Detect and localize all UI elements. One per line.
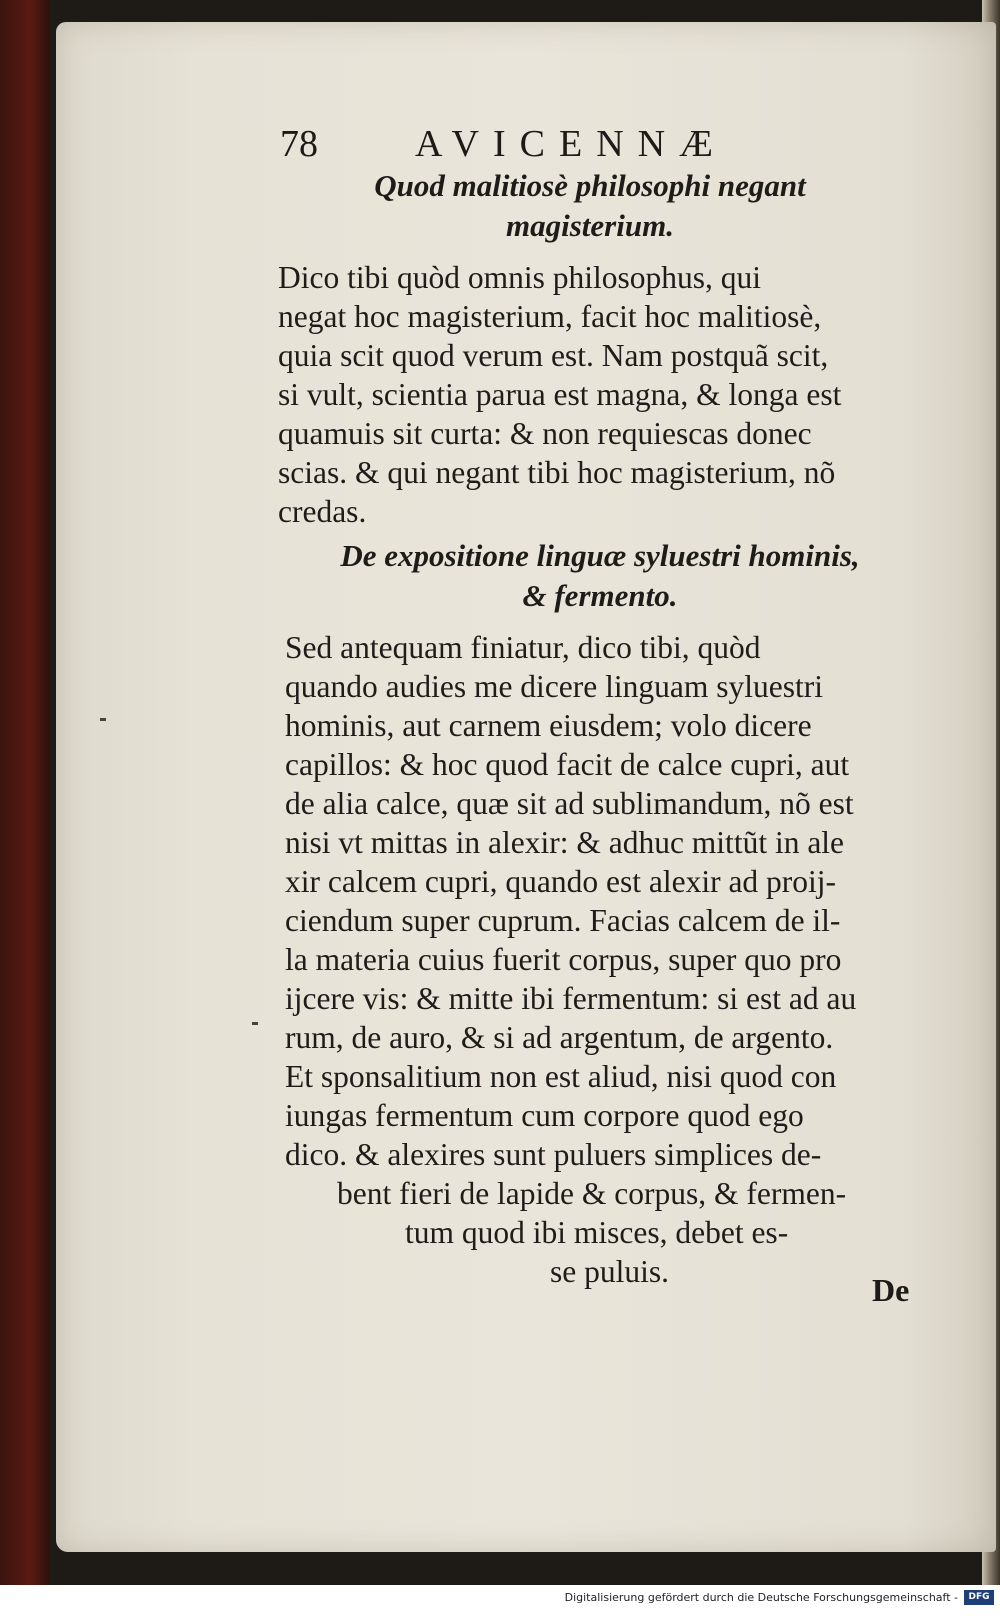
text-line: scias. & qui negant tibi hoc magisterium, nõ — [278, 455, 836, 490]
text-line: tum quod ibi misces, debet es- — [405, 1215, 789, 1250]
paragraph-1 — [278, 258, 918, 531]
text-line: ijcere vis: & mitte ibi fermentum: si est ad au — [285, 981, 857, 1016]
text-line: bent fieri de lapide & corpus, & fermen- — [337, 1176, 847, 1211]
text-line: ciendum super cuprum. Facias calcem de il- — [285, 903, 841, 938]
page-header — [280, 122, 800, 172]
text-line: rum, de auro, & si ad argentum, de argento. — [285, 1020, 834, 1055]
funding-credit: Digitalisierung gefördert durch die Deutsche Forschungsgemeinschaft - — [564, 1591, 958, 1604]
running-head: AVICENNÆ — [415, 123, 727, 165]
heading-line: De expositione linguæ syluestri hominis, — [340, 538, 860, 573]
section-heading-2 — [300, 536, 900, 616]
text-line: quia scit quod verum est. Nam postquã scit, — [278, 338, 829, 373]
text-line: de alia calce, quæ sit ad sublimandum, nõ est — [285, 786, 854, 821]
text-line: quamuis sit curta: & non requiescas donec — [278, 416, 812, 451]
heading-line: Quod malitiosè philosophi negant — [374, 168, 806, 203]
text-line: quando audies me dicere linguam syluestri — [285, 669, 823, 704]
text-line: credas. — [278, 494, 367, 529]
text-line: Dico tibi quòd omnis philosophus, qui — [278, 260, 762, 295]
text-line: si vult, scientia parua est magna, & longa est — [278, 377, 842, 412]
heading-line: magisterium. — [506, 208, 674, 243]
text-line: xir calcem cupri, quando est alexir ad proij- — [285, 864, 837, 899]
dfg-logo: DFG — [964, 1590, 994, 1605]
heading-line: & fermento. — [522, 578, 678, 613]
book-spine — [0, 0, 50, 1585]
text-line: iungas fermentum cum corpore quod ego — [285, 1098, 804, 1133]
text-line: capillos: & hoc quod facit de calce cupri, aut — [285, 747, 850, 782]
paragraph-2 — [285, 628, 925, 1291]
text-line: Et sponsalitium non est aliud, nisi quod con — [285, 1059, 837, 1094]
page-number: 78 — [280, 123, 318, 165]
text-line: dico. & alexires sunt puluers simplices de- — [285, 1137, 822, 1172]
text-line: negat hoc magisterium, facit hoc malitiosè, — [278, 299, 822, 334]
text-line: Sed antequam finiatur, dico tibi, quòd — [285, 630, 761, 665]
text-line: nisi vt mittas in alexir: & adhuc mittũt in ale — [285, 825, 845, 860]
section-heading-1 — [290, 166, 890, 246]
catchword: De — [872, 1272, 910, 1308]
text-line: se puluis. — [550, 1254, 670, 1289]
text-line: hominis, aut carnem eiusdem; volo dicere — [285, 708, 812, 743]
margin-mark — [252, 1022, 258, 1025]
text-line: la materia cuius fuerit corpus, super quo pro — [285, 942, 842, 977]
margin-mark — [100, 718, 106, 721]
